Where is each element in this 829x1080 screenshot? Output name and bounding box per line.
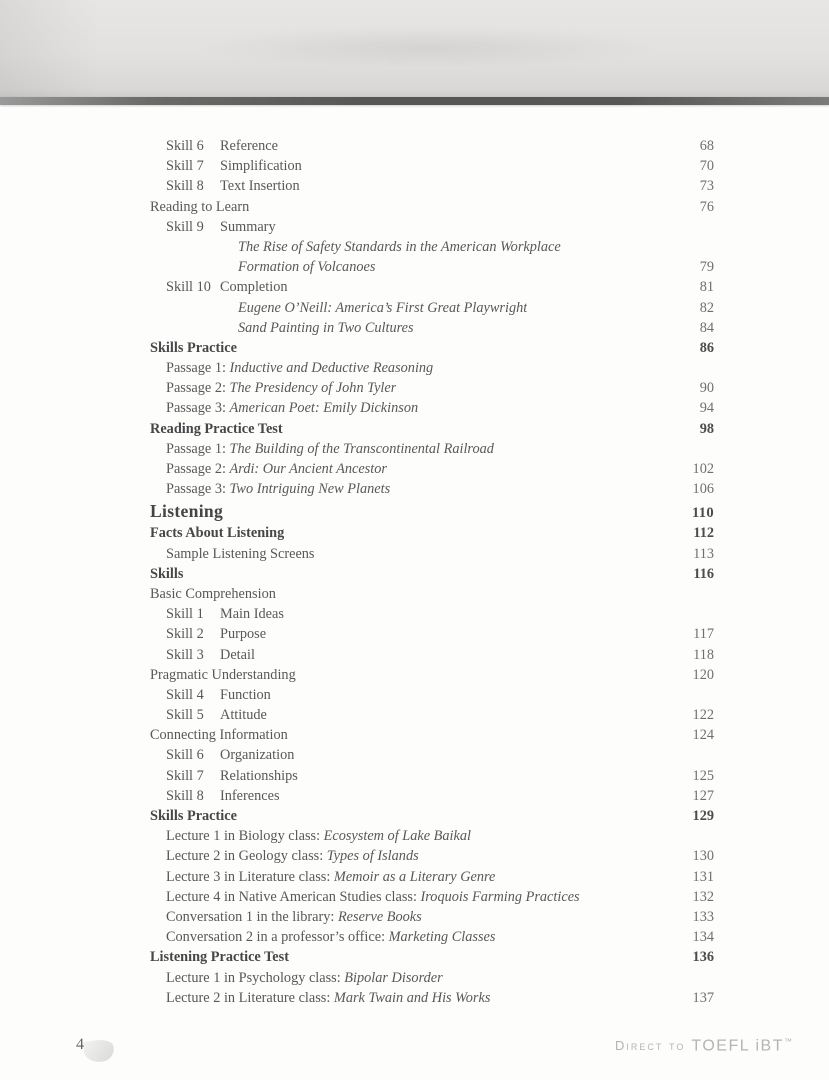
toc-label bbox=[150, 136, 278, 156]
toc-italic-title: Ardi: Our Ancient Ancestor bbox=[229, 461, 387, 477]
toc-label bbox=[150, 665, 296, 685]
toc-text: Completion bbox=[220, 279, 288, 296]
toc-row bbox=[150, 523, 714, 543]
toc-row bbox=[150, 624, 714, 644]
toc-italic-title: The Rise of Safety Standards in the American Workplace bbox=[238, 238, 561, 255]
toc-text: Listening bbox=[150, 501, 224, 522]
toc-label bbox=[150, 544, 315, 564]
toc-label bbox=[150, 459, 387, 479]
toc-text: Passage 3: bbox=[166, 400, 226, 417]
toc-page-number: 137 bbox=[692, 989, 714, 1006]
toc-italic-title: The Building of the Transcontinental Railroad bbox=[229, 440, 494, 457]
toc-label bbox=[150, 806, 237, 826]
toc-text: Lecture 2 in Literature class: bbox=[166, 989, 331, 1006]
toc-page-number: 73 bbox=[699, 178, 714, 195]
toc-page-number: 116 bbox=[693, 565, 714, 582]
toc-label bbox=[150, 499, 223, 523]
toc-text: Basic Comprehension bbox=[150, 585, 276, 602]
toc-page-number: 136 bbox=[692, 949, 714, 966]
toc-page-number: 70 bbox=[699, 158, 714, 175]
brand-trademark: ™ bbox=[784, 1037, 792, 1046]
toc-label bbox=[150, 725, 288, 745]
toc-label bbox=[150, 645, 255, 665]
toc-text: Simplification bbox=[220, 158, 302, 175]
skill-number: Skill 2 bbox=[166, 626, 204, 643]
toc-text: Listening Practice Test bbox=[150, 949, 289, 966]
toc-text: Pragmatic Understanding bbox=[150, 666, 296, 683]
toc-text: Facts About Listening bbox=[150, 525, 285, 542]
toc-text: Skills bbox=[150, 565, 184, 582]
footer-page-number: 4 bbox=[76, 1036, 84, 1053]
toc-row bbox=[150, 277, 714, 297]
toc-text: Lecture 2 in Geology class: bbox=[166, 848, 324, 865]
toc-label bbox=[150, 338, 237, 358]
toc-page-number: 112 bbox=[693, 525, 714, 542]
toc-row bbox=[150, 237, 714, 257]
toc-row bbox=[150, 564, 714, 584]
toc-text: Skills Practice bbox=[150, 339, 237, 356]
toc-label bbox=[150, 358, 433, 378]
toc-text: Sample Listening Screens bbox=[166, 545, 315, 562]
showthrough-ghost-text bbox=[205, 28, 650, 64]
toc-row bbox=[150, 419, 714, 439]
toc-page-number: 106 bbox=[692, 481, 714, 498]
toc-label bbox=[150, 705, 267, 725]
toc-italic-title: Inductive and Deductive Reasoning bbox=[229, 360, 434, 377]
toc-label bbox=[150, 176, 300, 196]
toc-text: Summary bbox=[220, 218, 276, 235]
toc-label bbox=[150, 947, 289, 967]
toc-page-number: 117 bbox=[693, 626, 714, 643]
toc-label bbox=[150, 439, 494, 459]
toc bbox=[150, 136, 714, 1008]
toc-page-number: 118 bbox=[693, 646, 714, 663]
toc-row bbox=[150, 176, 714, 196]
skill-number: Skill 1 bbox=[166, 606, 204, 623]
toc-row bbox=[150, 439, 714, 459]
toc-row bbox=[150, 378, 714, 398]
skill-number: Skill 3 bbox=[166, 646, 204, 663]
toc-text: Organization bbox=[220, 747, 295, 764]
toc-label bbox=[150, 867, 495, 887]
toc-text: Main Ideas bbox=[220, 606, 284, 623]
brand-toefl-ibt: TOEFL iBT bbox=[691, 1037, 784, 1055]
toc-label bbox=[150, 826, 471, 846]
toc-row bbox=[150, 907, 714, 927]
toc-row bbox=[150, 298, 714, 318]
toc-label bbox=[150, 846, 419, 866]
toc-page-number: 127 bbox=[692, 787, 714, 804]
toc-text: Passage 3: bbox=[166, 481, 226, 498]
toc-page-number: 76 bbox=[699, 198, 714, 215]
toc-label bbox=[150, 217, 276, 237]
toc-page-number: 90 bbox=[699, 380, 714, 397]
toc-text: Conversation 1 in the library: bbox=[166, 908, 335, 925]
toc-row bbox=[150, 318, 714, 338]
toc-label bbox=[150, 927, 495, 947]
toc-label bbox=[150, 523, 284, 543]
toc-text: Attitude bbox=[220, 707, 267, 724]
toc-label bbox=[150, 887, 580, 907]
toc-label bbox=[150, 156, 302, 176]
toc-row bbox=[150, 786, 714, 806]
toc-page-number: 98 bbox=[699, 420, 714, 437]
toc-text: Connecting Information bbox=[150, 727, 288, 744]
toc-row bbox=[150, 927, 714, 947]
toc-row bbox=[150, 604, 714, 624]
skill-number: Skill 6 bbox=[166, 138, 204, 154]
toc-italic-title: Memoir as a Literary Genre bbox=[333, 868, 496, 885]
toc-text: Text Insertion bbox=[220, 178, 300, 195]
toc-row bbox=[150, 705, 714, 725]
toc-italic-title: Reserve Books bbox=[337, 908, 422, 925]
toc-row bbox=[150, 338, 714, 358]
brand-direct-to: Direct to bbox=[615, 1038, 686, 1054]
toc-row bbox=[150, 398, 714, 418]
toc-row bbox=[150, 826, 714, 846]
toc-row bbox=[150, 358, 714, 378]
toc-page-number: 133 bbox=[692, 908, 714, 925]
toc-label bbox=[150, 237, 561, 257]
page-number-swoosh-decoration bbox=[83, 1038, 116, 1064]
toc-label bbox=[150, 624, 266, 644]
toc-italic-title: Bipolar Disorder bbox=[344, 969, 443, 986]
toc-text: Passage 2: bbox=[166, 380, 226, 397]
page-top-scan-band bbox=[0, 0, 829, 97]
toc-row bbox=[150, 584, 714, 604]
toc-page-number: 68 bbox=[699, 138, 714, 154]
toc-label bbox=[150, 197, 249, 217]
toc-label bbox=[150, 968, 443, 988]
skill-number: Skill 5 bbox=[166, 707, 204, 724]
toc-text: Purpose bbox=[220, 626, 267, 643]
toc-row bbox=[150, 766, 714, 786]
toc-row bbox=[150, 136, 714, 156]
toc-label bbox=[150, 988, 490, 1008]
toc-page-number: 124 bbox=[692, 727, 714, 744]
toc-label bbox=[150, 604, 284, 624]
toc-label bbox=[150, 786, 280, 806]
toc-label bbox=[150, 766, 298, 786]
toc-row bbox=[150, 968, 714, 988]
toc-page-number: 129 bbox=[692, 808, 714, 824]
toc-italic-title: Ecosystem of Lake Baikal bbox=[323, 828, 471, 845]
skill-number: Skill 7 bbox=[166, 158, 204, 175]
toc-text: Reading Practice Test bbox=[150, 420, 283, 437]
toc-page-number: 86 bbox=[699, 339, 714, 356]
toc-text: Lecture 1 in Psychology class: bbox=[166, 969, 341, 986]
toc-label bbox=[150, 277, 288, 297]
toc-text: Passage 1: bbox=[166, 440, 226, 457]
toc-page-number: 134 bbox=[692, 929, 714, 946]
toc-row bbox=[150, 645, 714, 665]
toc-italic-title: Two Intriguing New Planets bbox=[229, 481, 391, 498]
toc-page-number: 79 bbox=[699, 259, 714, 276]
toc-page-number: 110 bbox=[692, 505, 714, 522]
toc-italic-title: Marketing Classes bbox=[388, 929, 496, 946]
footer-book-brand bbox=[615, 1037, 792, 1055]
toc-text: Detail bbox=[220, 646, 255, 663]
toc-text: Relationships bbox=[220, 767, 298, 784]
toc-label bbox=[150, 398, 418, 418]
toc-italic-title: The Presidency of John Tyler bbox=[229, 380, 397, 397]
skill-number: Skill 6 bbox=[166, 747, 204, 764]
skill-number: Skill 10 bbox=[166, 279, 211, 296]
toc-italic-title: Types of Islands bbox=[326, 848, 419, 865]
toc-label bbox=[150, 907, 422, 927]
toc-row bbox=[150, 887, 714, 907]
toc-row bbox=[150, 867, 714, 887]
toc-italic-title: Mark Twain and His Works bbox=[333, 989, 491, 1006]
toc-text: Inferences bbox=[220, 787, 280, 804]
toc-italic-title: Formation of Volcanoes bbox=[238, 259, 376, 276]
toc-text: Function bbox=[220, 686, 271, 703]
toc-page-number: 132 bbox=[692, 888, 714, 905]
toc-row bbox=[150, 988, 714, 1008]
toc-row bbox=[150, 947, 714, 967]
toc-row bbox=[150, 544, 714, 564]
toc-page-number: 125 bbox=[692, 767, 714, 784]
toc-text: Conversation 2 in a professor’s office: bbox=[166, 929, 386, 946]
toc-text: Passage 1: bbox=[166, 360, 226, 377]
toc-row bbox=[150, 806, 714, 826]
toc-label bbox=[150, 584, 276, 604]
toc-label bbox=[150, 318, 414, 338]
toc-row bbox=[150, 257, 714, 277]
toc-page-number: 82 bbox=[699, 299, 714, 316]
toc-row bbox=[150, 479, 714, 499]
toc-italic-title: Iroquois Farming Practices bbox=[420, 888, 580, 905]
toc-page-number: 84 bbox=[699, 319, 714, 336]
toc-label bbox=[150, 257, 375, 277]
page-edge-rule bbox=[0, 97, 829, 105]
toc-row bbox=[150, 197, 714, 217]
skill-number: Skill 4 bbox=[166, 686, 204, 703]
toc-row bbox=[150, 665, 714, 685]
toc-label bbox=[150, 419, 283, 439]
toc-row bbox=[150, 745, 714, 765]
skill-number: Skill 8 bbox=[166, 178, 204, 195]
skill-number: Skill 7 bbox=[166, 767, 204, 784]
toc-italic-title: American Poet: Emily Dickinson bbox=[229, 400, 419, 417]
skill-number: Skill 8 bbox=[166, 787, 204, 804]
toc-label bbox=[150, 378, 396, 398]
toc-row bbox=[150, 217, 714, 237]
toc-page-number: 81 bbox=[699, 279, 714, 296]
toc-label bbox=[150, 685, 271, 705]
toc-label bbox=[150, 479, 390, 499]
toc-italic-title: Sand Painting in Two Cultures bbox=[238, 319, 414, 336]
toc-text: Reference bbox=[220, 138, 278, 154]
toc-text: Skills Practice bbox=[150, 808, 237, 824]
toc-text: Lecture 1 in Biology class: bbox=[166, 828, 321, 845]
toc-page-number: 131 bbox=[692, 868, 714, 885]
toc-row bbox=[150, 846, 714, 866]
toc-page-number: 120 bbox=[692, 666, 714, 683]
toc-label bbox=[150, 298, 527, 318]
toc-label bbox=[150, 564, 183, 584]
skill-number: Skill 9 bbox=[166, 218, 204, 235]
toc-row bbox=[150, 499, 714, 523]
toc-row bbox=[150, 725, 714, 745]
toc-text: Reading to Learn bbox=[150, 198, 250, 215]
toc-page-number: 102 bbox=[692, 461, 714, 477]
toc-text: Passage 2: bbox=[166, 461, 226, 477]
toc-row bbox=[150, 156, 714, 176]
toc-row bbox=[150, 685, 714, 705]
toc-row bbox=[150, 459, 714, 479]
toc-page-number: 113 bbox=[693, 545, 714, 562]
toc-text: Lecture 3 in Literature class: bbox=[166, 868, 331, 885]
toc-page-number: 130 bbox=[692, 848, 714, 865]
toc-italic-title: Eugene O’Neill: America’s First Great Playwright bbox=[238, 299, 528, 316]
toc-label bbox=[150, 745, 294, 765]
toc-text: Lecture 4 in Native American Studies class: bbox=[166, 888, 417, 905]
toc-page-number: 94 bbox=[699, 400, 714, 417]
toc-page-number: 122 bbox=[692, 707, 714, 724]
